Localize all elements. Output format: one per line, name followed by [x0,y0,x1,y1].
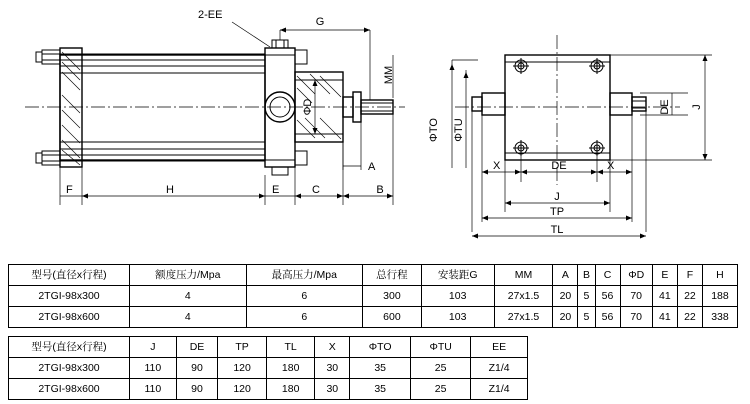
table2-cell: 2TGI-98x300 [9,358,130,379]
table2-header-cell: ΦTU [411,337,471,358]
table1-cell: 188 [702,286,737,307]
table2-cell: Z1/4 [471,358,528,379]
spec-table-1 [8,264,738,328]
table1-cell: 6 [246,286,363,307]
table1-header-cell: E [652,265,677,286]
label-TL: TL [550,224,564,236]
table2-cell: 25 [411,379,471,400]
table1-cell: 2TGI-98x300 [9,286,130,307]
table1-header-cell: 额度压力/Mpa [130,265,247,286]
table1-header-cell: 最高压力/Mpa [246,265,363,286]
table1-cell: 56 [595,307,620,328]
table1-header-cell: 总行程 [363,265,422,286]
table1-header-cell: MM [494,265,553,286]
label-phi-D: ΦD [302,98,314,116]
table-row [9,307,738,328]
table1-cell: 41 [652,307,677,328]
table2-cell: 90 [176,358,218,379]
table1-cell: 27x1.5 [494,307,553,328]
table1-cell: 338 [702,307,737,328]
table2-header-cell: ΦTO [350,337,411,358]
table2-cell: 120 [218,379,267,400]
table1-header-cell: C [595,265,620,286]
table2-cell: 110 [130,379,177,400]
table2-header-cell: EE [471,337,528,358]
label-F: F [66,184,73,196]
label-MM: MM [383,65,395,85]
table2-header-cell: X [315,337,350,358]
table1-header-cell: A [553,265,578,286]
table1-header-cell: H [702,265,737,286]
table2-cell: 120 [218,358,267,379]
spec-table-2 [8,336,528,400]
table1-cell: 41 [652,286,677,307]
table2-cell: 30 [315,379,350,400]
table1-cell: 5 [578,286,595,307]
label-phi-TO: ΦTO [428,118,440,142]
label-J-right: J [691,104,703,110]
table2-header-cell: TP [218,337,267,358]
table1-header-cell: ΦD [620,265,652,286]
table1-cell: 6 [246,307,363,328]
spec-tables [8,264,744,400]
label-DE-right: DE [659,99,671,115]
label-E: E [272,184,280,196]
label-J-bottom: J [554,191,560,203]
table2-cell: 35 [350,358,411,379]
label-B: B [376,184,384,196]
table2-header-cell: TL [266,337,315,358]
label-A: A [368,161,376,173]
table1-cell: 27x1.5 [494,286,553,307]
table1-cell: 70 [620,307,652,328]
table2-cell: 90 [176,379,218,400]
table1-cell: 70 [620,286,652,307]
table-header-row [9,265,738,286]
table1-cell: 600 [363,307,422,328]
table1-cell: 4 [130,307,247,328]
label-X-left: X [493,160,501,172]
table1-cell: 56 [595,286,620,307]
table1-cell: 5 [578,307,595,328]
table1-cell: 4 [130,286,247,307]
table-row [9,358,528,379]
table1-cell: 20 [553,307,578,328]
table2-header-cell: 型号(直径x行程) [9,337,130,358]
table-header-row [9,337,528,358]
label-DE-bottom: DE [551,160,567,172]
table2-header-cell: J [130,337,177,358]
label-H: H [166,184,174,196]
table1-cell: 2TGI-98x600 [9,307,130,328]
table2-cell: 30 [315,358,350,379]
table1-cell: 103 [421,286,494,307]
table1-cell: 22 [677,307,702,328]
table1-header-cell: F [677,265,702,286]
table1-header-cell: 型号(直径x行程) [9,265,130,286]
label-G: G [315,16,325,28]
label-phi-TU: ΦTU [453,118,465,142]
table2-cell: 25 [411,358,471,379]
table1-header-cell: B [578,265,595,286]
table-row [9,379,528,400]
label-C: C [312,184,320,196]
label-TP: TP [549,206,565,218]
table2-cell: 2TGI-98x600 [9,379,130,400]
table1-header-cell: 安装距G [421,265,494,286]
table2-cell: 180 [266,379,315,400]
table1-cell: 103 [421,307,494,328]
label-X-right: X [607,160,615,172]
table1-cell: 300 [363,286,422,307]
table1-cell: 20 [553,286,578,307]
table2-cell: 110 [130,358,177,379]
table2-header-cell: DE [176,337,218,358]
table1-cell: 22 [677,286,702,307]
table-row [9,286,738,307]
table2-cell: 180 [266,358,315,379]
label-2-ee: 2-EE [198,9,223,21]
table2-cell: 35 [350,379,411,400]
table2-cell: Z1/4 [471,379,528,400]
